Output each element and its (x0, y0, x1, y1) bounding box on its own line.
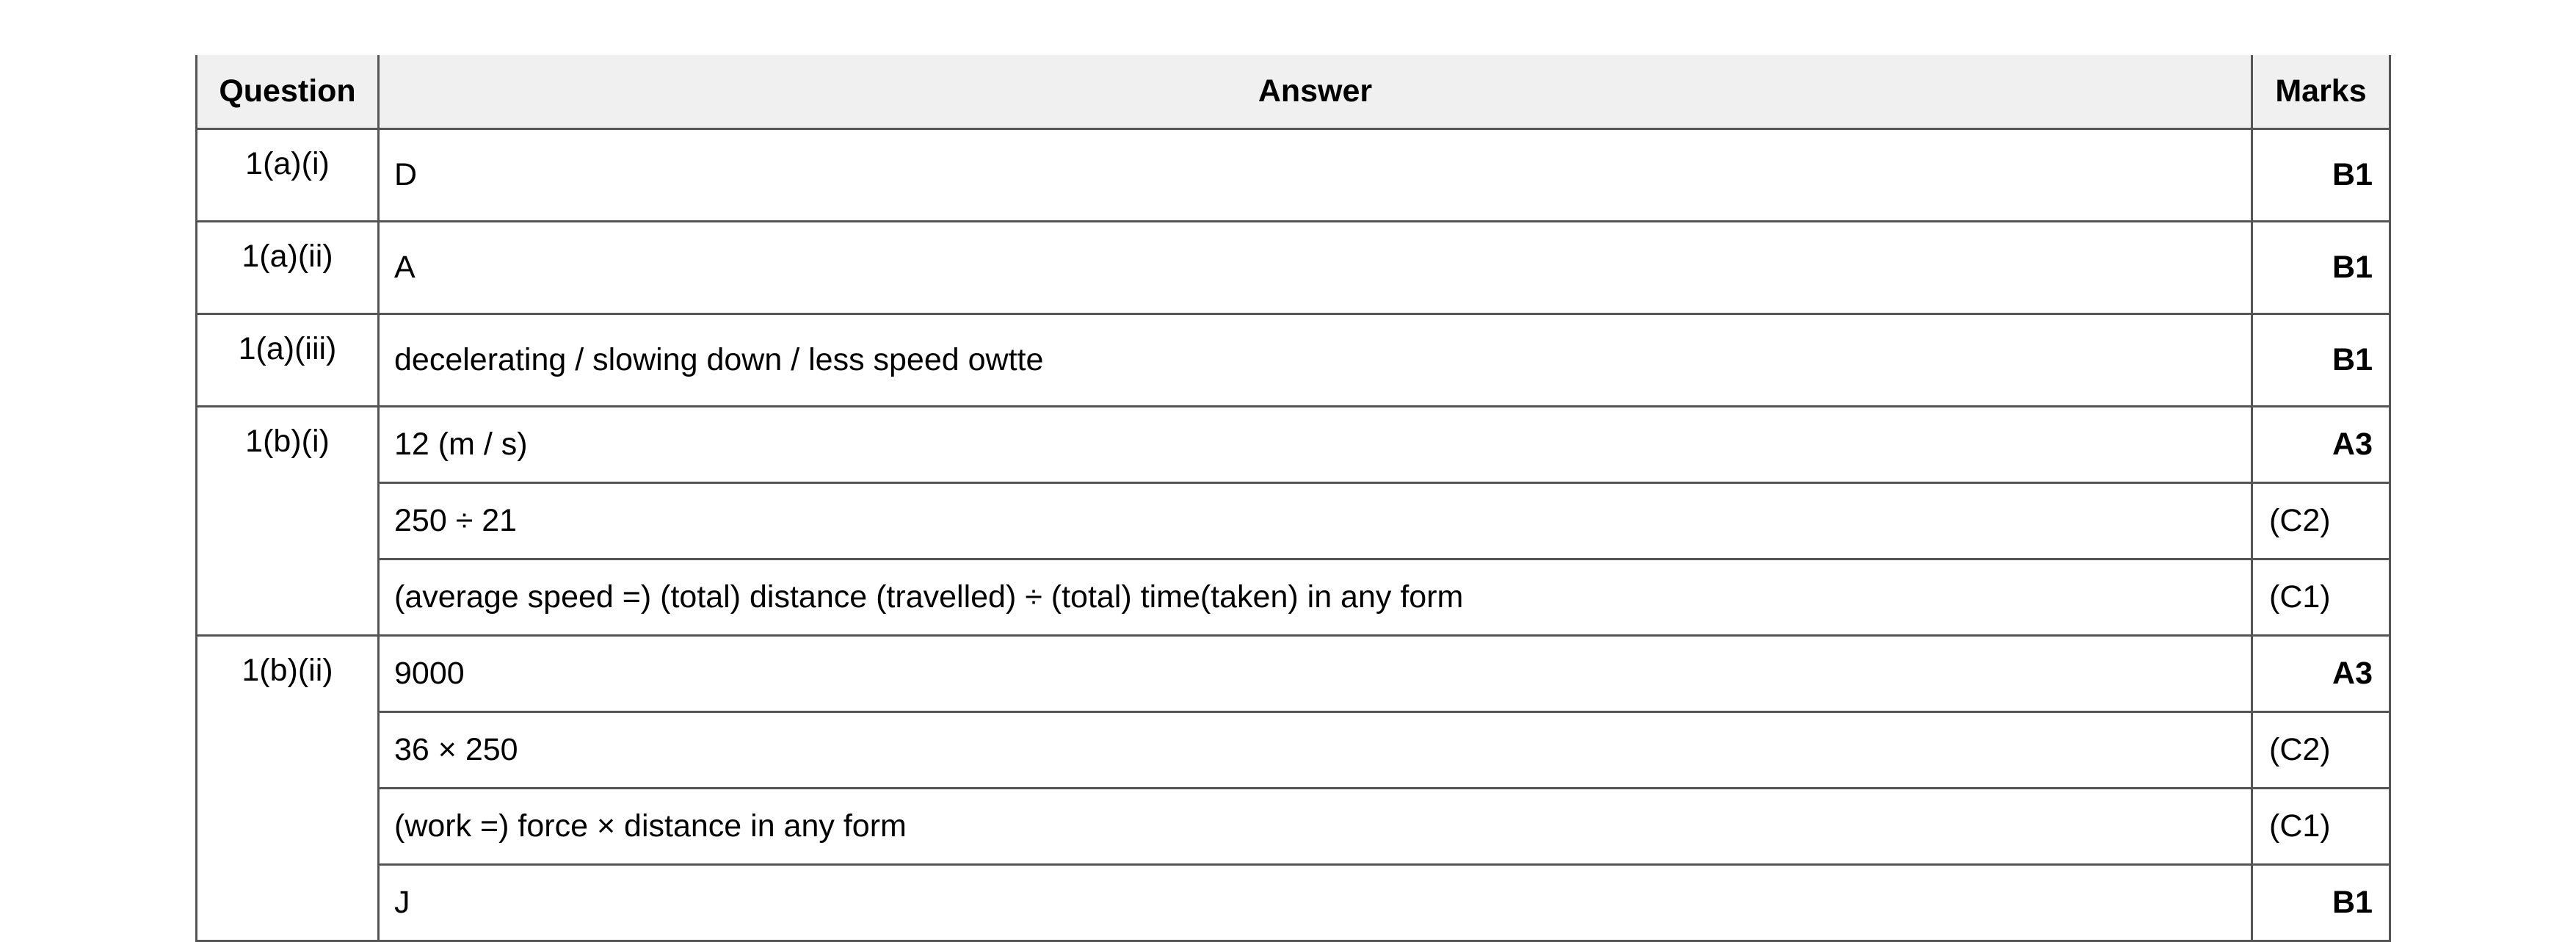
table-row (197, 407, 2390, 483)
table-row (197, 789, 2390, 865)
marks-cell: (C2) (2252, 483, 2390, 559)
table-row (197, 636, 2390, 712)
table-body (197, 129, 2390, 941)
table-row (197, 865, 2390, 941)
question-number-cell: 1(a)(ii) (197, 222, 379, 314)
answer-cell: A (379, 222, 2252, 314)
question-column-header: Question (197, 55, 379, 129)
answer-cell: 36 × 250 (379, 712, 2252, 789)
marks-cell: B1 (2252, 314, 2390, 407)
marks-cell: B1 (2252, 865, 2390, 941)
question-number-cell: 1(b)(ii) (197, 636, 379, 941)
answer-cell: 250 ÷ 21 (379, 483, 2252, 559)
answer-cell: (work =) force × distance in any form (379, 789, 2252, 865)
table-row (197, 129, 2390, 222)
table-row (197, 559, 2390, 636)
answer-cell: 9000 (379, 636, 2252, 712)
table-row (197, 222, 2390, 314)
question-number-cell: 1(a)(iii) (197, 314, 379, 407)
answer-cell: decelerating / slowing down / less speed owtte (379, 314, 2252, 407)
mark-scheme-table (195, 55, 2391, 942)
marks-column-header: Marks (2252, 55, 2390, 129)
header-row (197, 55, 2390, 129)
marks-cell: (C1) (2252, 789, 2390, 865)
question-number-cell: 1(b)(i) (197, 407, 379, 636)
marks-cell: A3 (2252, 407, 2390, 483)
marks-cell: (C1) (2252, 559, 2390, 636)
marks-cell: A3 (2252, 636, 2390, 712)
table-row (197, 314, 2390, 407)
answer-cell: 12 (m / s) (379, 407, 2252, 483)
table-row (197, 483, 2390, 559)
answer-column-header: Answer (379, 55, 2252, 129)
marks-cell: B1 (2252, 129, 2390, 222)
marks-cell: (C2) (2252, 712, 2390, 789)
answer-cell: (average speed =) (total) distance (travelled) ÷ (total) time(taken) in any form (379, 559, 2252, 636)
answer-cell: J (379, 865, 2252, 941)
table-row (197, 712, 2390, 789)
marks-cell: B1 (2252, 222, 2390, 314)
question-number-cell: 1(a)(i) (197, 129, 379, 222)
answer-cell: D (379, 129, 2252, 222)
